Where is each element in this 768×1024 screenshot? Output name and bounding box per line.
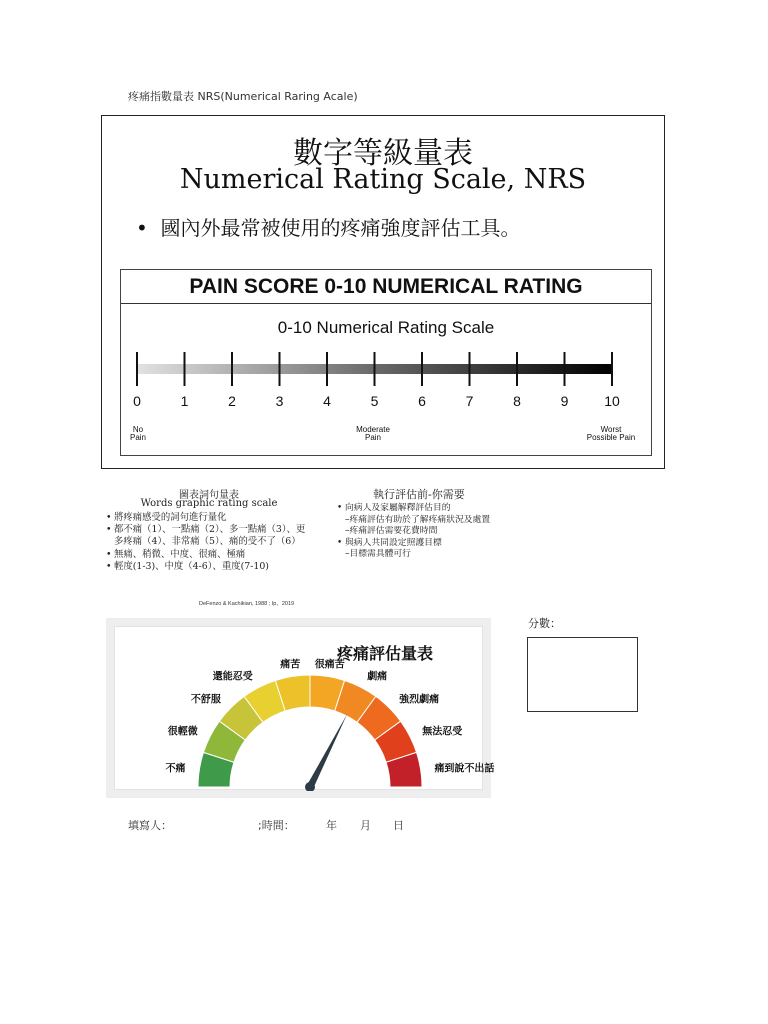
year-label: 年 xyxy=(326,819,337,832)
time-label: ;時間： xyxy=(258,819,295,832)
scale-tick-label-8: 8 xyxy=(513,393,521,409)
caption-moderate-line1: Moderate xyxy=(356,425,390,434)
scale-tick-label-10: 10 xyxy=(604,393,620,409)
gauge-level-label: 強烈劇痛 xyxy=(399,694,440,706)
gauge-level-label: 很輕微 xyxy=(167,726,198,738)
pain-gauge-card xyxy=(106,618,495,798)
slide-title-chinese: 數字等級量表 xyxy=(293,136,473,171)
scale-tick-label-0: 0 xyxy=(133,393,141,409)
before-subitem: –疼痛評估需要花費時間 xyxy=(345,526,438,537)
scale-tick-label-4: 4 xyxy=(323,393,331,409)
caption-moderate-line2: Pain xyxy=(364,433,381,442)
before-assessment-title: 執行評估前-你需要 xyxy=(373,488,465,501)
filler-label: 填寫人： xyxy=(128,819,172,832)
gauge-title: 疼痛評估量表 xyxy=(337,644,434,663)
scale-tick-label-2: 2 xyxy=(228,393,236,409)
words-item: • 無痛、稍微、中度、很痛、極痛 xyxy=(106,549,312,561)
words-rating-section xyxy=(106,486,312,612)
caption-worst-line2: Possible Pain xyxy=(586,433,636,442)
day-label: 日 xyxy=(393,819,404,832)
caption-moderate-pain xyxy=(345,426,401,442)
before-subitem: –疼痛評估有助於了解疼痛狀況及處置 xyxy=(345,514,491,525)
scale-subtitle: 0-10 Numerical Rating Scale xyxy=(277,318,495,337)
footer-form xyxy=(128,817,428,833)
score-box[interactable] xyxy=(527,637,638,712)
words-item: • 輕度(1-3)、中度（4-6）、重度(7-10) xyxy=(106,561,312,573)
slide-bullet-text: 國內外最常被使用的疼痛強度評估工具。 xyxy=(160,216,521,240)
gauge-level-label: 很痛苦 xyxy=(314,659,345,671)
slide-bullet: • 國內外最常被使用的疼痛強度評估工具。 xyxy=(136,216,521,240)
scale-tick-label-9: 9 xyxy=(560,393,569,409)
pain-gauge-panel xyxy=(114,626,495,790)
before-item: • 與病人共同設定照護目標 xyxy=(337,537,442,548)
scale-tick-label-1: 1 xyxy=(180,393,189,409)
gauge-level-label: 痛到說不出話 xyxy=(434,763,495,775)
pain-score-header: PAIN SCORE 0-10 NUMERICAL RATING xyxy=(121,270,651,304)
caption-no-pain xyxy=(123,426,153,442)
gauge-needle xyxy=(307,714,347,789)
score-label: 分數： xyxy=(528,617,561,630)
words-title-english: Words graphic rating scale xyxy=(140,498,278,509)
month-label: 月 xyxy=(360,819,371,832)
before-subitem: –目標需具體可行 xyxy=(345,549,411,560)
caption-worst-pain xyxy=(573,426,649,442)
before-assessment-section xyxy=(333,486,533,576)
before-item: • 向病人及家屬解釋評估目的 xyxy=(337,503,451,513)
words-item: • 都不痛（1）、一點痛（2）、多一點痛（3）、更多疼痛（4）、非常痛（5）、痛的受不了（6） xyxy=(106,524,312,548)
before-assessment-list xyxy=(337,503,490,561)
slide-title-english: Numerical Rating Scale, NRS xyxy=(179,164,587,195)
gauge-level-label: 劇痛 xyxy=(367,671,388,683)
pain-score-box xyxy=(120,269,652,456)
gauge-level-label: 不舒服 xyxy=(190,694,221,706)
scale-tick-label-7: 7 xyxy=(465,393,474,409)
gauge-level-label: 還能忍受 xyxy=(212,671,253,683)
caption-no-pain-line2: Pain xyxy=(129,433,146,442)
words-title-chinese: 圖表詞句量表 xyxy=(179,490,239,501)
gauge-level-label: 痛苦 xyxy=(280,659,301,671)
gauge-level-label: 無法忍受 xyxy=(422,726,463,738)
caption-no-pain-line1: No xyxy=(132,425,144,434)
caption-worst-line1: Worst xyxy=(600,425,622,434)
scale-tick-label-6: 6 xyxy=(418,393,426,409)
words-list xyxy=(106,512,312,573)
scale-tick-label-5: 5 xyxy=(370,393,379,409)
gauge-level-label: 不痛 xyxy=(165,763,186,775)
nrs-slide xyxy=(101,115,665,469)
citation: DeFenzo & Kachikian, 1988 ; Ip，2019 xyxy=(199,601,295,607)
document-title: 疼痛指數量表 NRS(Numerical Raring Acale) xyxy=(128,90,358,103)
scale-tick-label-3: 3 xyxy=(275,393,284,409)
words-item: • 將疼痛感受的詞句進行量化 xyxy=(106,512,312,524)
